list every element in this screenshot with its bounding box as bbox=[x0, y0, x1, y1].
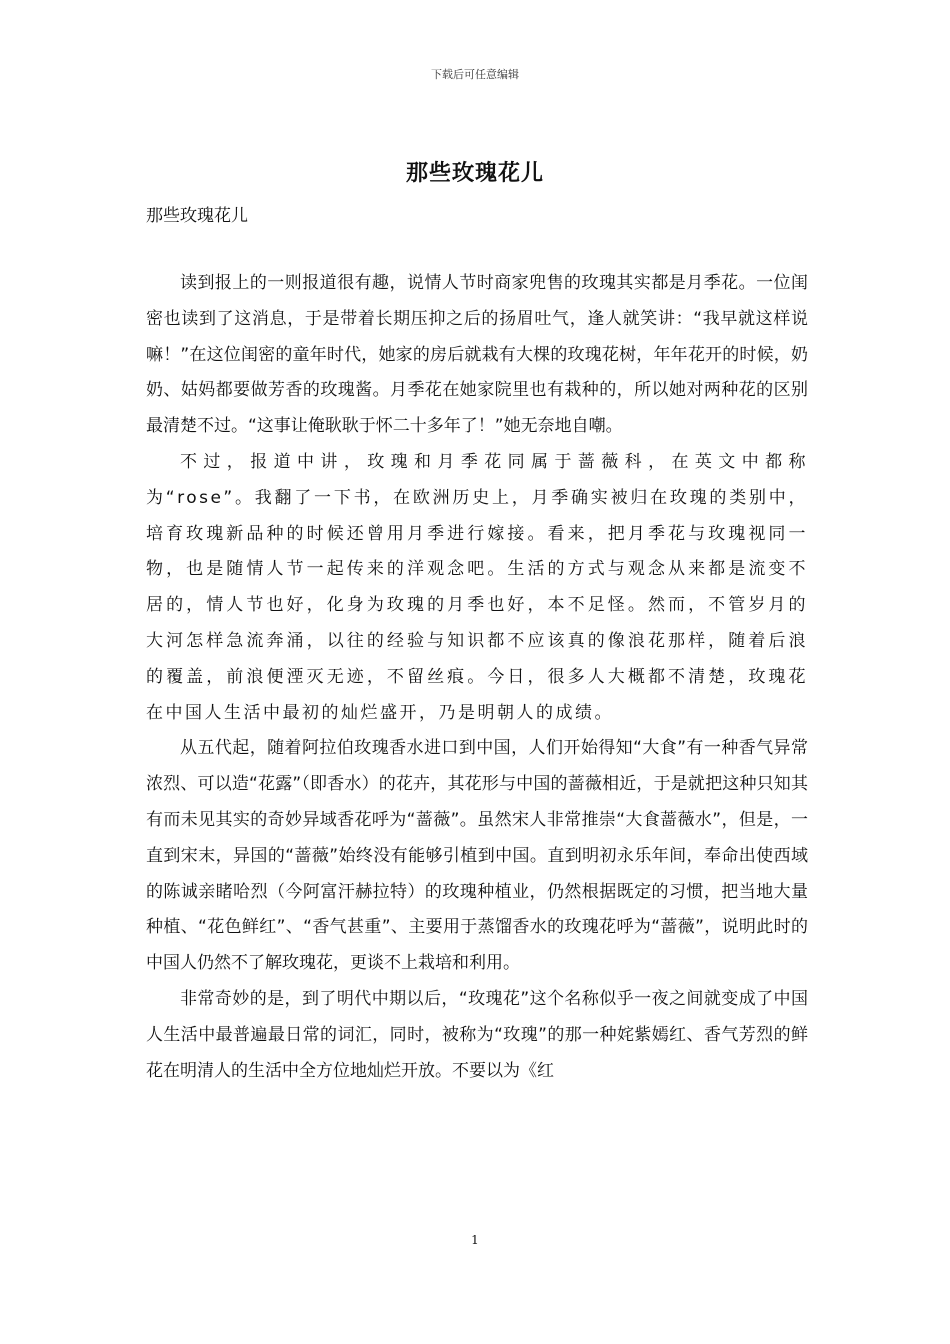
page-number: 1 bbox=[471, 1233, 479, 1247]
paragraph-3: 从五代起，随着阿拉伯玫瑰香水进口到中国，人们开始得知“大食”有一种香气异常浓烈、可以造“花露”（即香水）的花卉，其花形与中国的蔷薇相近，于是就把这种只知其有而未见其实的奇妙异域香花呼为“蔷薇”。虽然宋人非常推崇“大食蔷薇水”，但是，一直到宋末，异国的“蔷薇”始终没有能够引植到中国。直到明初永乐年间，奉命出使西域的陈诚亲睹哈烈（今阿富汗赫拉特）的玫瑰种植业，仍然根据既定的习惯，把当地大量种植、“花色鲜红”、“香气甚重”、主要用于蒸馏香水的玫瑰花呼为“蔷薇”，说明此时的中国人仍然不了解玫瑰花，更谈不上栽培和利用。 bbox=[146, 738, 808, 974]
header-note: 下载后可任意编辑 bbox=[431, 68, 519, 81]
paragraph-1: 读到报上的一则报道很有趣，说情人节时商家兜售的玫瑰其实都是月季花。一位闺密也读到了这消息，于是带着长期压抑之后的扬眉吐气，逢人就笑讲：“我早就这样说嘛！”在这位闺密的童年时代，她家的房后就栽有大棵的玫瑰花树，年年花开的时候，奶奶、姑妈都要做芳香的玫瑰酱。月季花在她家院里也有栽种的，所以她对两种花的区别最清楚不过。“这事让俺耿耿于怀二十多年了！”她无奈地自嘲。 bbox=[146, 273, 808, 437]
document-body bbox=[146, 266, 808, 1089]
document-title: 那些玫瑰花儿 bbox=[405, 161, 544, 186]
document-subtitle: 那些玫瑰花儿 bbox=[146, 206, 248, 226]
paragraph-2: 不过，报道中讲，玫瑰和月季花同属于蔷薇科，在英文中都称为“rose”。我翻了一下书，在欧洲历史上，月季确实被归在玫瑰的类别中，培育玫瑰新品种的时候还曾用月季进行嫁接。看来，把月季花与玫瑰视同一物，也是随情人节一起传来的洋观念吧。生活的方式与观念从来都是流变不居的，情人节也好，化身为玫瑰的月季也好，本不足怪。然而，不管岁月的大河怎样急流奔涌，以往的经验与知识都不应该真的像浪花那样，随着后浪的覆盖，前浪便湮灭无迹，不留丝痕。今日，很多人大概都不清楚，玫瑰花在中国人生活中最初的灿烂盛开，乃是明朝人的成绩。 bbox=[146, 451, 808, 723]
paragraph-4: 非常奇妙的是，到了明代中期以后，“玫瑰花”这个名称似乎一夜之间就变成了中国人生活中最普遍最日常的词汇，同时，被称为“玫瑰”的那一种姹紫嫣红、香气芳烈的鲜花在明清人的生活中全方位地灿烂开放。不要以为《红 bbox=[146, 988, 808, 1081]
